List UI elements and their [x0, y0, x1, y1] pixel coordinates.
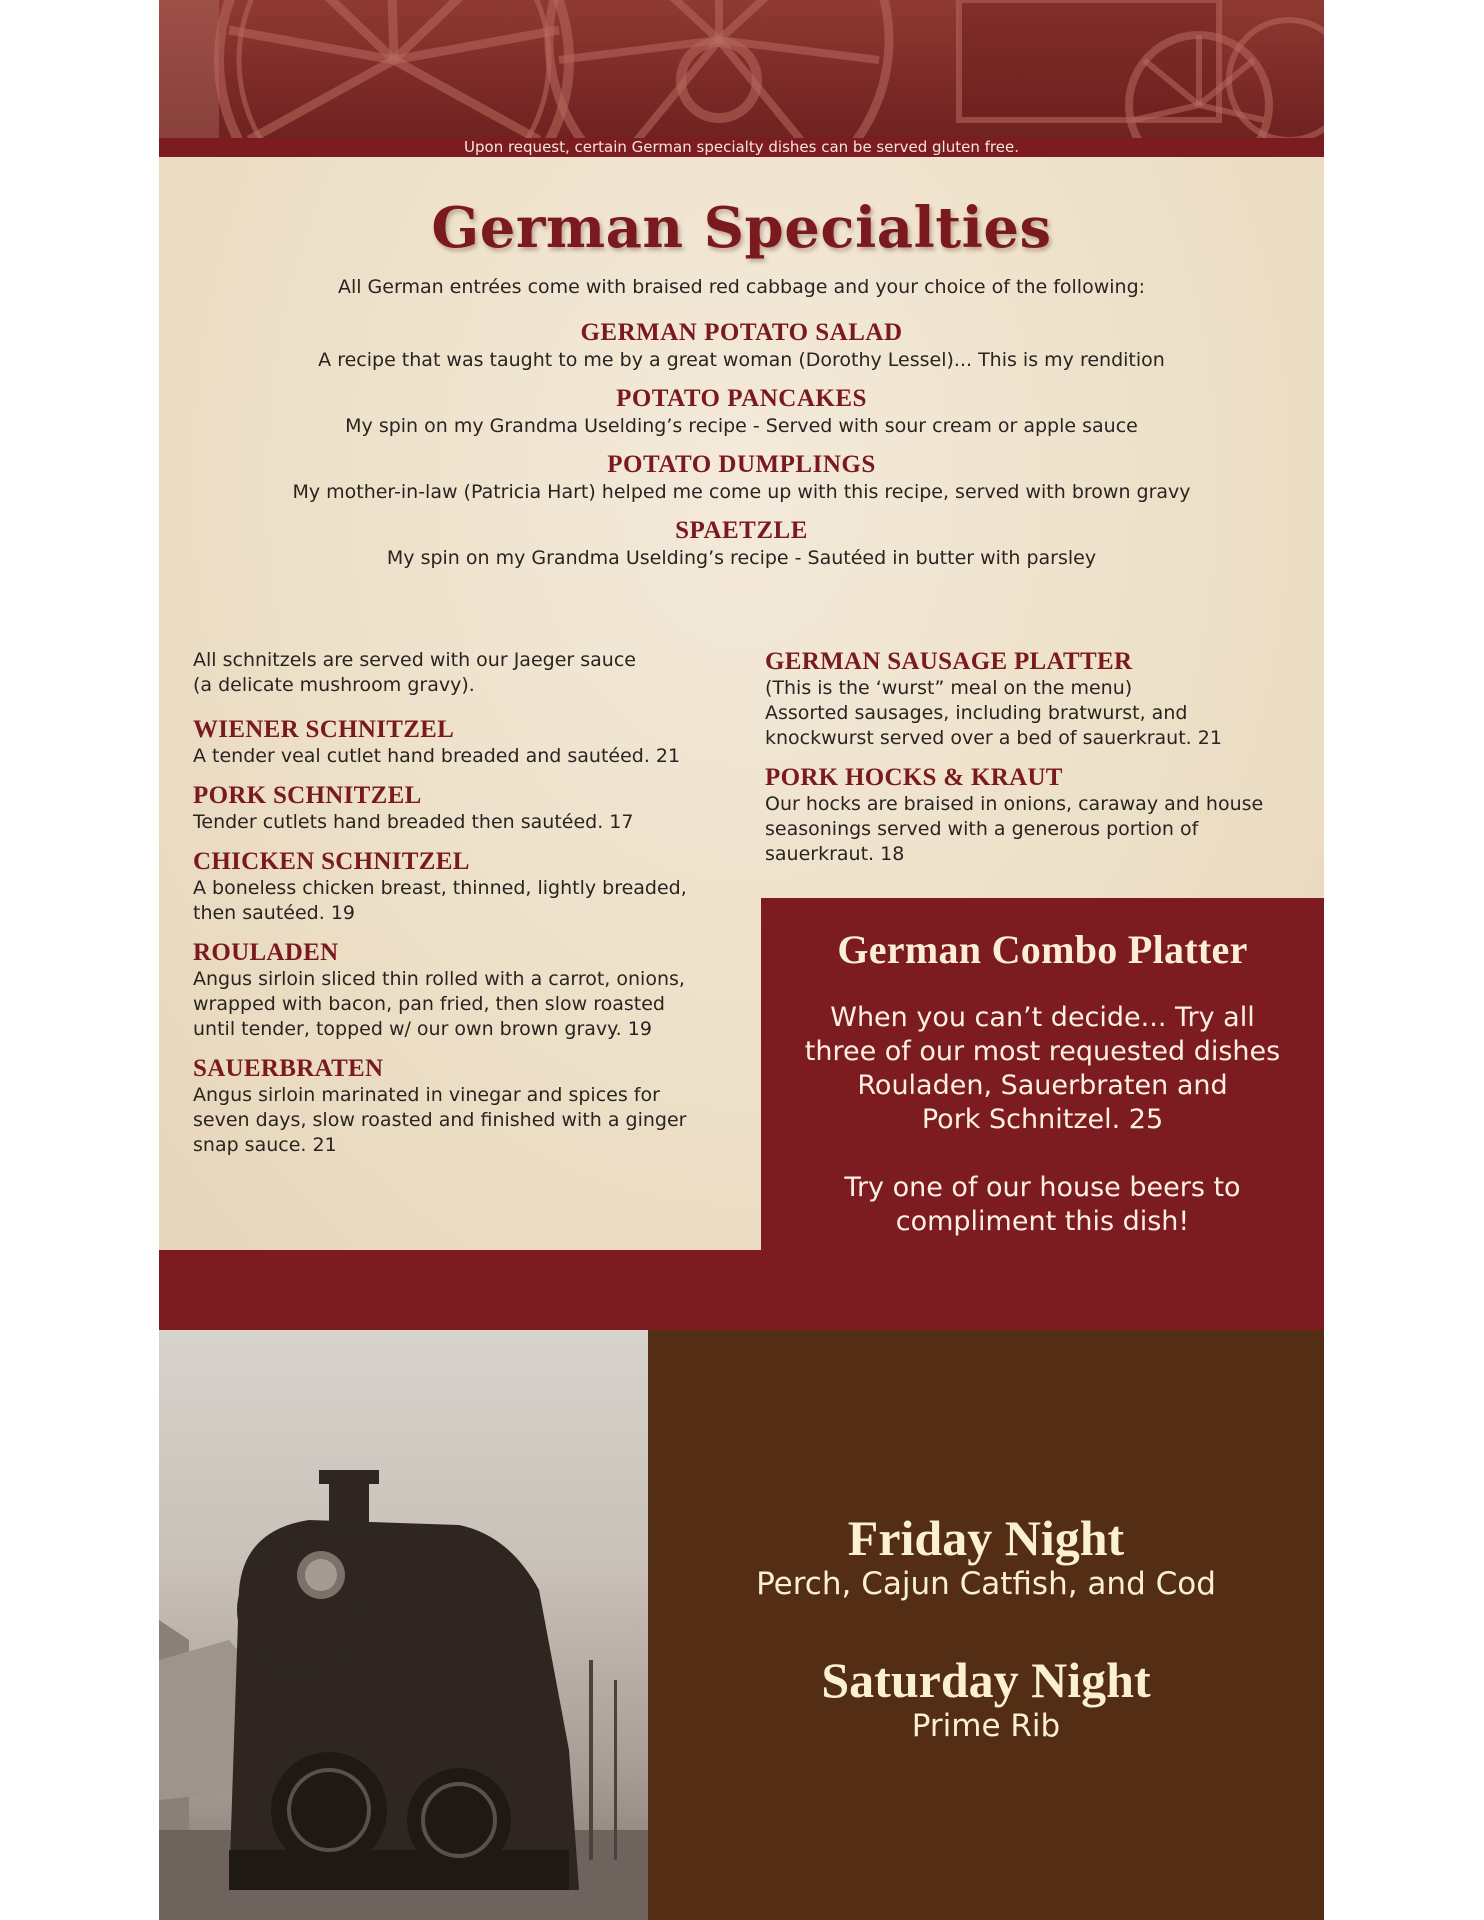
maroon-band	[159, 1250, 761, 1330]
item-name: CHICKEN SCHNITZEL	[193, 848, 470, 875]
menu-item	[193, 848, 733, 926]
combo-title: German Combo Platter	[837, 927, 1248, 972]
side-desc: A recipe that was taught to me by a great woman (Dorothy Lessel)... This is my rendition	[318, 349, 1165, 371]
menu-item	[765, 648, 1315, 751]
locomotive-photo	[159, 1330, 648, 1920]
steam-locomotive-photo	[159, 1330, 648, 1920]
combo-description: When you can’t decide... Try all three of our most requested dishes Rouladen, Sauerbraten and Pork Schnitzel. 25	[804, 1002, 1281, 1135]
item-desc: Angus sirloin marinated in vinegar and spices for seven days, slow roasted and finished with a ginger snap sauce. 21	[193, 1084, 687, 1156]
sides-list	[159, 318, 1324, 582]
item-desc: Our hocks are braised in onions, caraway and house seasonings served with a generous portion of sauerkraut. 18	[765, 793, 1264, 865]
side-name: POTATO PANCAKES	[616, 385, 867, 412]
item-name: WIENER SCHNITZEL	[193, 716, 455, 743]
item-name: GERMAN SAUSAGE PLATTER	[765, 648, 1133, 675]
item-name: PORK HOCKS & KRAUT	[765, 764, 1063, 791]
side-desc: My mother-in-law (Patricia Hart) helped me come up with this recipe, served with brown gravy	[292, 481, 1191, 503]
menu-page	[159, 0, 1324, 1920]
sides-intro: All German entrées come with braised red cabbage and your choice of the following:	[337, 276, 1146, 298]
side-item	[159, 450, 1324, 516]
schnitzel-column	[193, 648, 733, 1171]
item-name: ROULADEN	[193, 939, 339, 966]
friday-desc: Perch, Cajun Catfish, and Cod	[756, 1566, 1216, 1602]
gluten-free-note: Upon request, certain German specialty dishes can be served gluten free.	[159, 138, 1324, 157]
item-desc: (This is the ‘wurst” meal on the menu) Assorted sausages, including bratwurst, and knockwurst served over a bed of sauerkraut. 21	[765, 677, 1222, 749]
combo-beer-note: Try one of our house beers to compliment this dish!	[844, 1172, 1241, 1237]
combo-platter-box	[761, 898, 1324, 1330]
saturday-title: Saturday Night	[821, 1652, 1151, 1708]
side-name: SPAETZLE	[675, 517, 808, 544]
friday-title: Friday Night	[847, 1510, 1125, 1566]
menu-item	[193, 716, 733, 769]
item-desc: A tender veal cutlet hand breaded and sautéed. 21	[193, 745, 681, 767]
side-name: POTATO DUMPLINGS	[607, 451, 876, 478]
side-item	[159, 318, 1324, 384]
weekend-specials-panel	[648, 1330, 1324, 1920]
item-desc: Tender cutlets hand breaded then sautéed. 17	[193, 811, 634, 833]
saturday-special	[648, 1652, 1324, 1744]
platters-column	[765, 648, 1315, 880]
item-desc: A boneless chicken breast, thinned, lightly breaded, then sautéed. 19	[193, 877, 687, 924]
friday-special	[648, 1510, 1324, 1602]
item-desc: Angus sirloin sliced thin rolled with a carrot, onions, wrapped with bacon, pan fried, then slow roasted until tender, topped w/ our own brown gravy. 19	[193, 968, 685, 1040]
side-desc: My spin on my Grandma Uselding’s recipe - Served with sour cream or apple sauce	[345, 415, 1138, 437]
schnitzel-note: All schnitzels are served with our Jaeger sauce (a delicate mushroom gravy).	[193, 649, 636, 696]
item-name: PORK SCHNITZEL	[193, 782, 422, 809]
menu-item	[193, 939, 733, 1042]
side-item	[159, 516, 1324, 582]
menu-item	[765, 764, 1315, 867]
side-name: GERMAN POTATO SALAD	[580, 319, 903, 346]
page-title: German Specialties	[431, 195, 1052, 261]
saturday-desc: Prime Rib	[911, 1708, 1061, 1744]
menu-item	[193, 1055, 733, 1158]
wagon-wheels-banner	[159, 0, 1324, 138]
side-desc: My spin on my Grandma Uselding’s recipe - Sautéed in butter with parsley	[386, 547, 1097, 569]
wagon-wheels-photo	[159, 0, 1324, 138]
item-name: SAUERBRATEN	[193, 1055, 384, 1082]
side-item	[159, 384, 1324, 450]
menu-item	[193, 782, 733, 835]
